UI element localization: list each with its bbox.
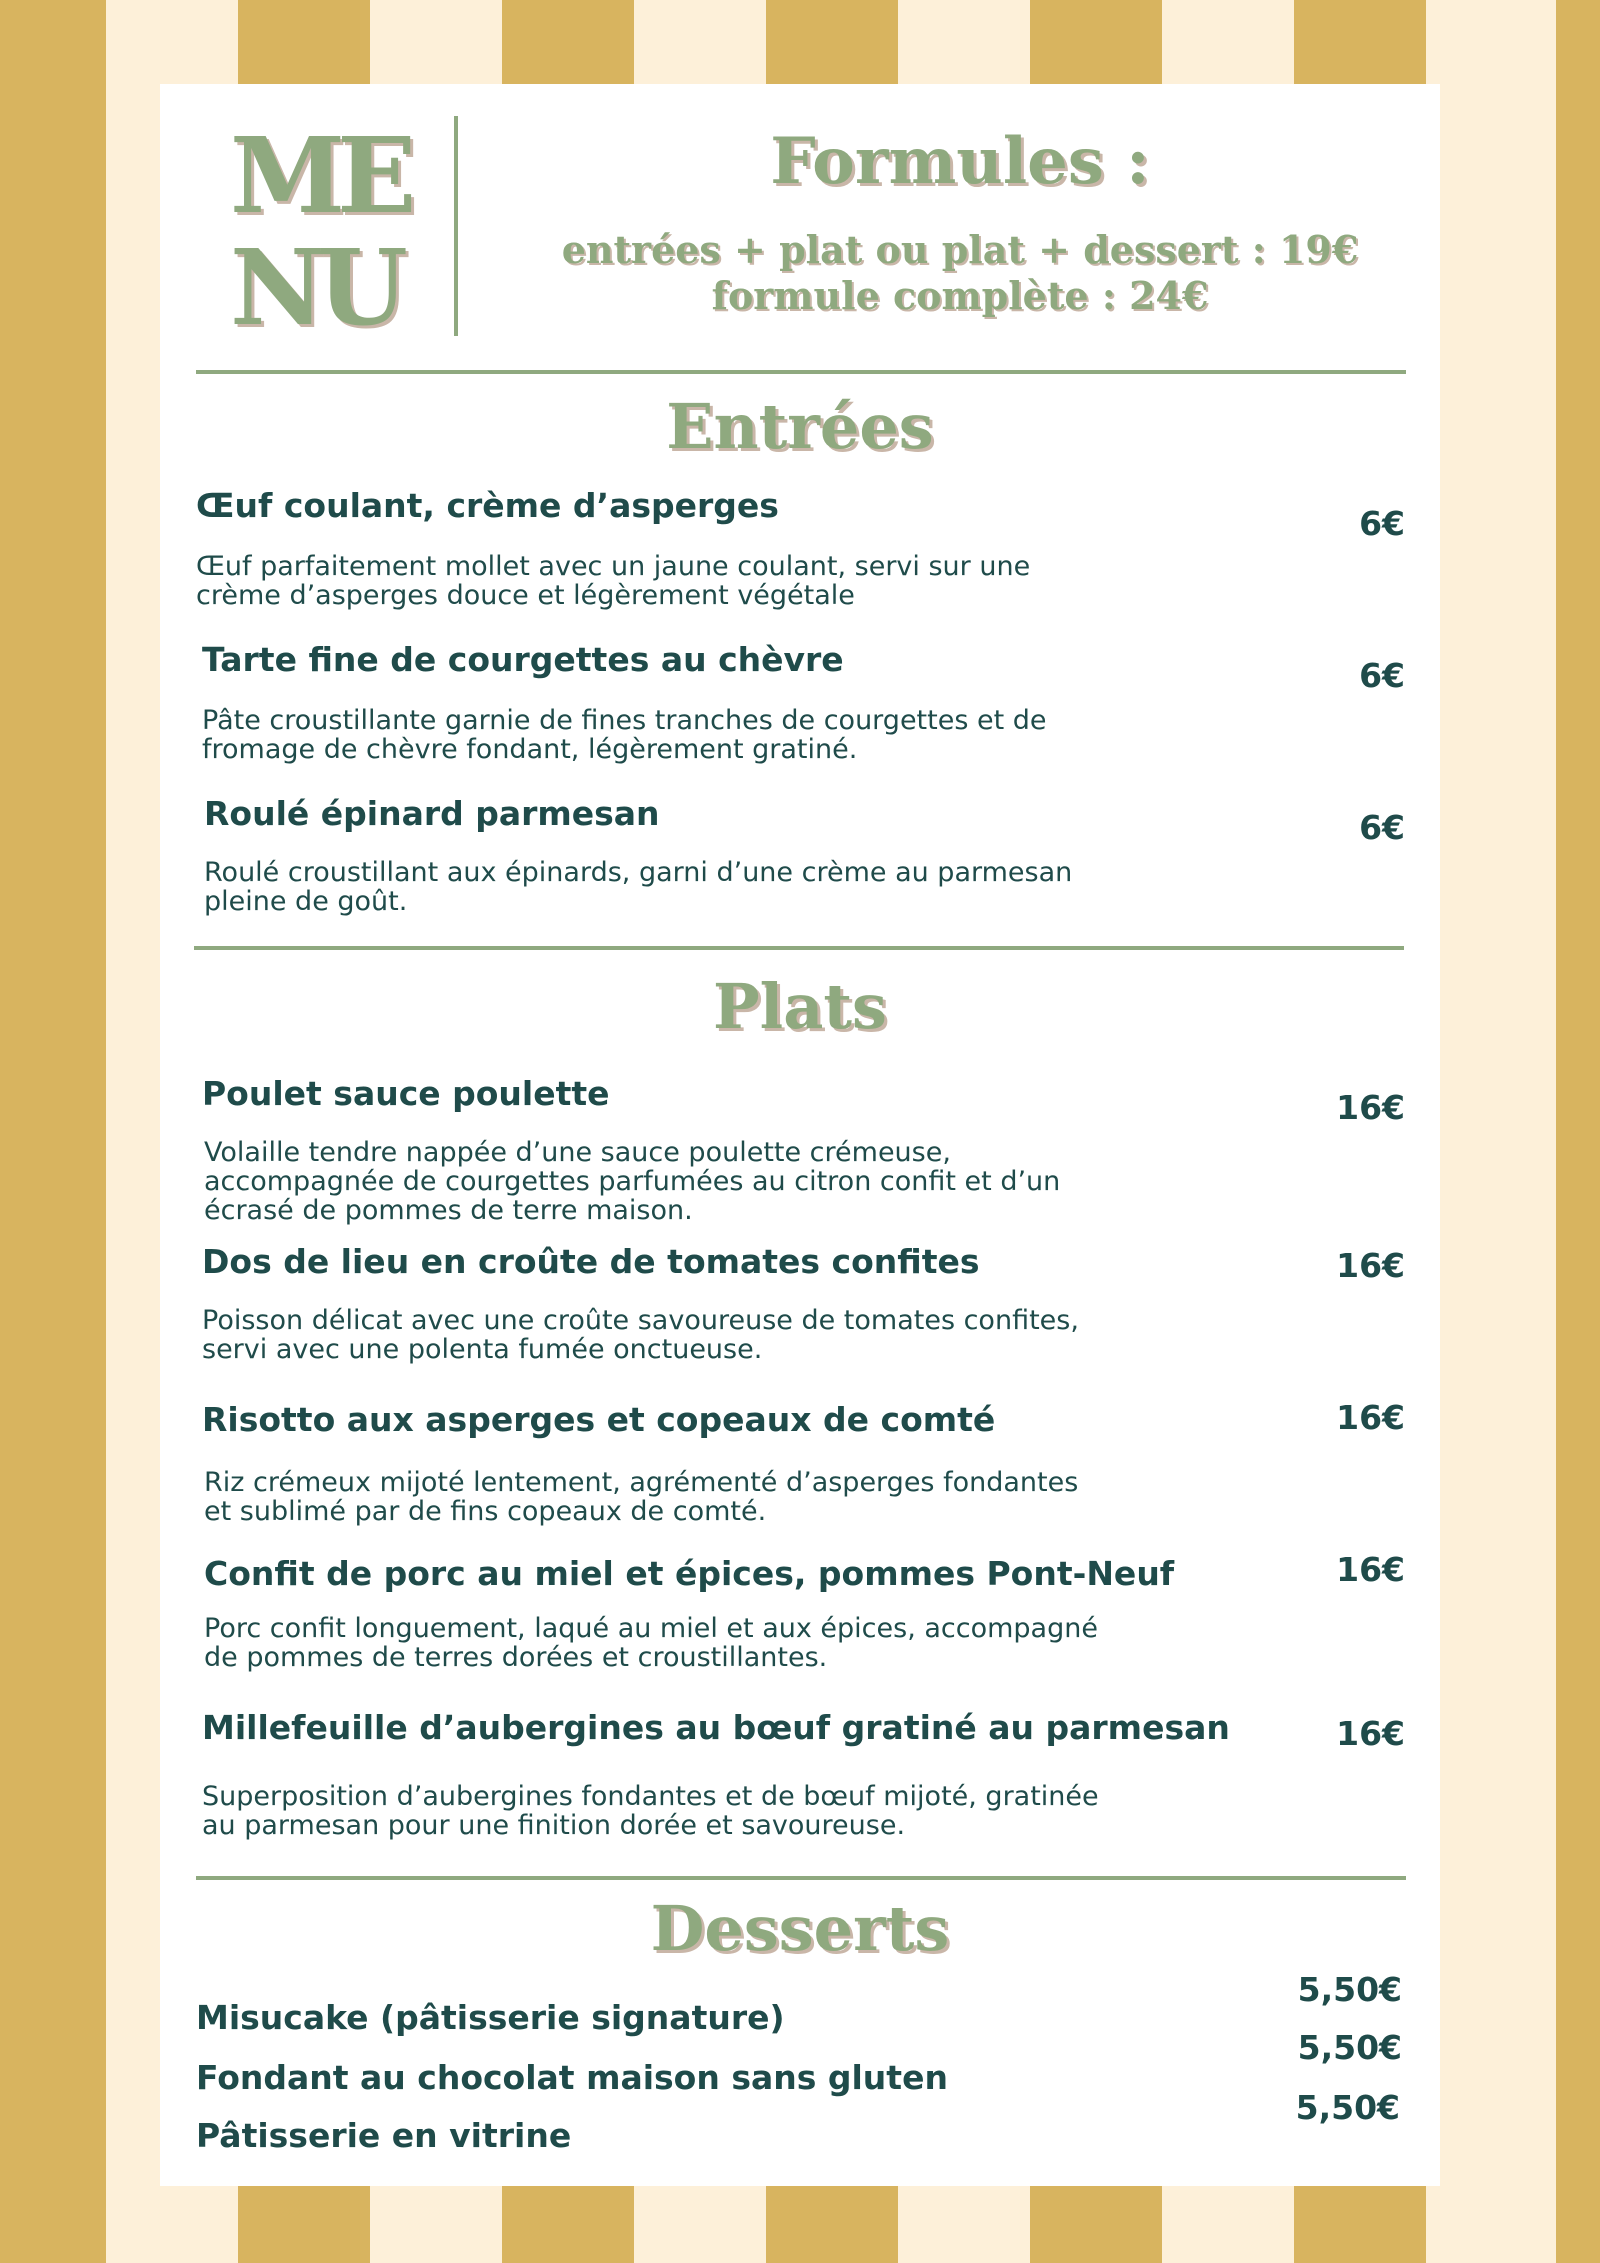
dessert-name: Pâtisserie en vitrine [196,2116,572,2155]
dish-name: Tarte fine de courgettes au chèvre [202,640,844,679]
section-divider [196,1876,1406,1880]
dish-description: Riz crémeux mijoté lentement, agrémenté d’asperges fondantes et sublimé par de fins copeaux de comté. [204,1467,1079,1527]
dish-name: Millefeuille d’aubergines au bœuf gratiné au parmesan [202,1708,1230,1747]
dish-description: Porc confit longuement, laqué au miel et aux épices, accompagné de pommes de terres dorées et croustillantes. [204,1613,1098,1673]
dish-price: 16€ [1336,1550,1405,1589]
dessert-price: 5,50€ [1297,2028,1402,2067]
section-divider [196,370,1406,374]
dessert-name: Misucake (pâtisserie signature) [196,1998,785,2037]
dish-description: Œuf parfaitement mollet avec un jaune coulant, servi sur une crème d’asperges douce et légèrement végétale [196,551,1031,611]
dish-price: 16€ [1336,1398,1405,1437]
dish-description: Poisson délicat avec une croûte savoureuse de tomates confites, servi avec une polenta fumée onctueuse. [202,1305,1079,1365]
formule-line-2: formule complète : 24€ [711,273,1209,318]
dish-price: 16€ [1336,1088,1405,1127]
dish-price: 16€ [1336,1246,1405,1285]
dish-name: Œuf coulant, crème d’asperges [196,486,779,525]
dish-name: Confit de porc au miel et épices, pommes Pont-Neuf [204,1554,1175,1593]
dessert-price: 5,50€ [1297,1970,1402,2009]
dish-description: Roulé croustillant aux épinards, garni d’une crème au parmesan pleine de goût. [204,857,1073,917]
dish-description: Pâte croustillante garnie de fines tranches de courgettes et de fromage de chèvre fondant, légèrement gratiné. [202,705,1047,765]
dessert-name: Fondant au chocolat maison sans gluten [196,2058,948,2097]
formules-title: Formules : [770,124,1150,199]
dish-name: Poulet sauce poulette [202,1074,610,1113]
desserts-title: Desserts [650,1892,950,1965]
entrees-title: Entrées [666,390,934,463]
formule-line-1: entrées + plat ou plat + dessert : 19€ [561,227,1359,272]
dish-description: Volaille tendre nappée d’une sauce poulette crémeuse, accompagnée de courgettes parfumées au citron confit et d’un écrasé de pommes de terre maison. [204,1137,1061,1226]
dish-name: Roulé épinard parmesan [204,794,660,833]
header-divider [454,116,458,336]
section-divider [194,946,1404,950]
dish-description: Superposition d’aubergines fondantes et de bœuf mijoté, gratinée au parmesan pour une finition dorée et savoureuse. [202,1781,1099,1841]
plats-title: Plats [713,970,887,1043]
menu-logo-line1: ME [230,114,409,237]
dish-price: 6€ [1359,656,1405,695]
menu-logo-line2: NU [230,226,400,349]
dessert-price: 5,50€ [1295,2088,1400,2127]
menu-card [160,84,1440,2186]
dish-price: 16€ [1336,1714,1405,1753]
dish-price: 6€ [1359,504,1405,543]
dish-name: Risotto aux asperges et copeaux de comté [202,1400,996,1439]
dish-price: 6€ [1359,808,1405,847]
dish-name: Dos de lieu en croûte de tomates confites [202,1242,980,1281]
